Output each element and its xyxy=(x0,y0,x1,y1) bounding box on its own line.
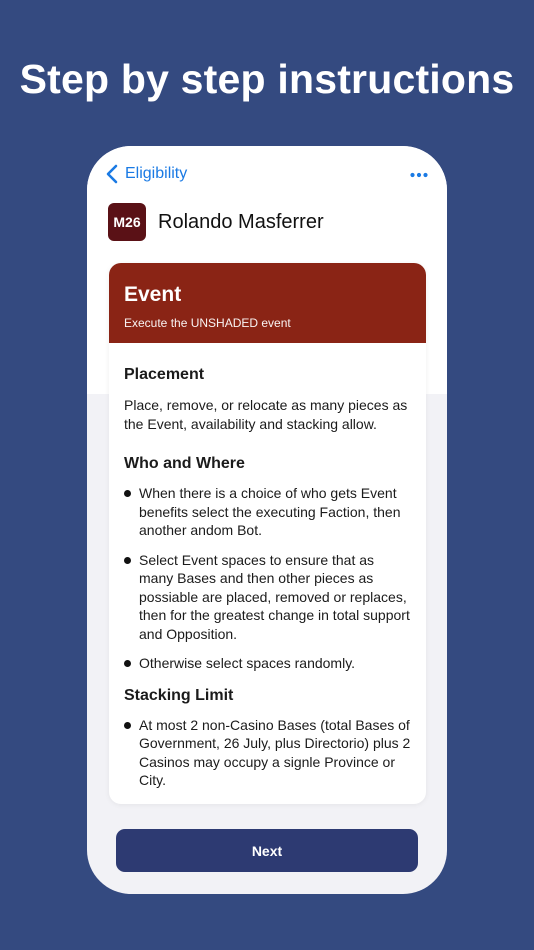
faction-badge: M26 xyxy=(108,203,146,241)
card-body xyxy=(109,366,426,790)
phone-frame xyxy=(87,146,447,894)
event-title: Event xyxy=(124,283,182,306)
list-item: When there is a choice of who gets Event benefits select the executing Faction, then another andom Bot. xyxy=(124,484,411,540)
instruction-card xyxy=(109,263,426,804)
list-item: Select Event spaces to ensure that as many Bases and then other pieces as possiable are placed, removed or replaces, then for the greatest change in total support and Opposition. xyxy=(124,551,411,644)
chevron-left-icon xyxy=(106,164,118,184)
who-where-list xyxy=(124,484,411,673)
back-button[interactable] xyxy=(106,164,187,184)
event-subtitle: Execute the UNSHADED event xyxy=(124,316,291,330)
ellipsis-icon[interactable] xyxy=(410,170,428,180)
who-where-heading: Who and Where xyxy=(124,455,245,472)
list-item: At most 2 non-Casino Bases (total Bases of Government, 26 July, plus Directorio) plus 2 Casinos may occupy a signle Province or City. xyxy=(124,716,411,790)
placement-text: Place, remove, or relocate as many pieces as the Event, availability and stacking allow. xyxy=(124,397,408,432)
page-title: Rolando Masferrer xyxy=(158,210,324,233)
back-label: Eligibility xyxy=(125,165,188,182)
next-button[interactable]: Next xyxy=(116,829,418,872)
placement-heading: Placement xyxy=(124,366,205,383)
nav-bar xyxy=(87,162,447,192)
stacking-list xyxy=(124,716,411,790)
headline: Step by step instructions xyxy=(19,56,515,102)
stacking-heading: Stacking Limit xyxy=(124,686,234,704)
list-item: Otherwise select spaces randomly. xyxy=(124,654,411,673)
event-header xyxy=(109,263,426,343)
title-row xyxy=(108,203,324,241)
